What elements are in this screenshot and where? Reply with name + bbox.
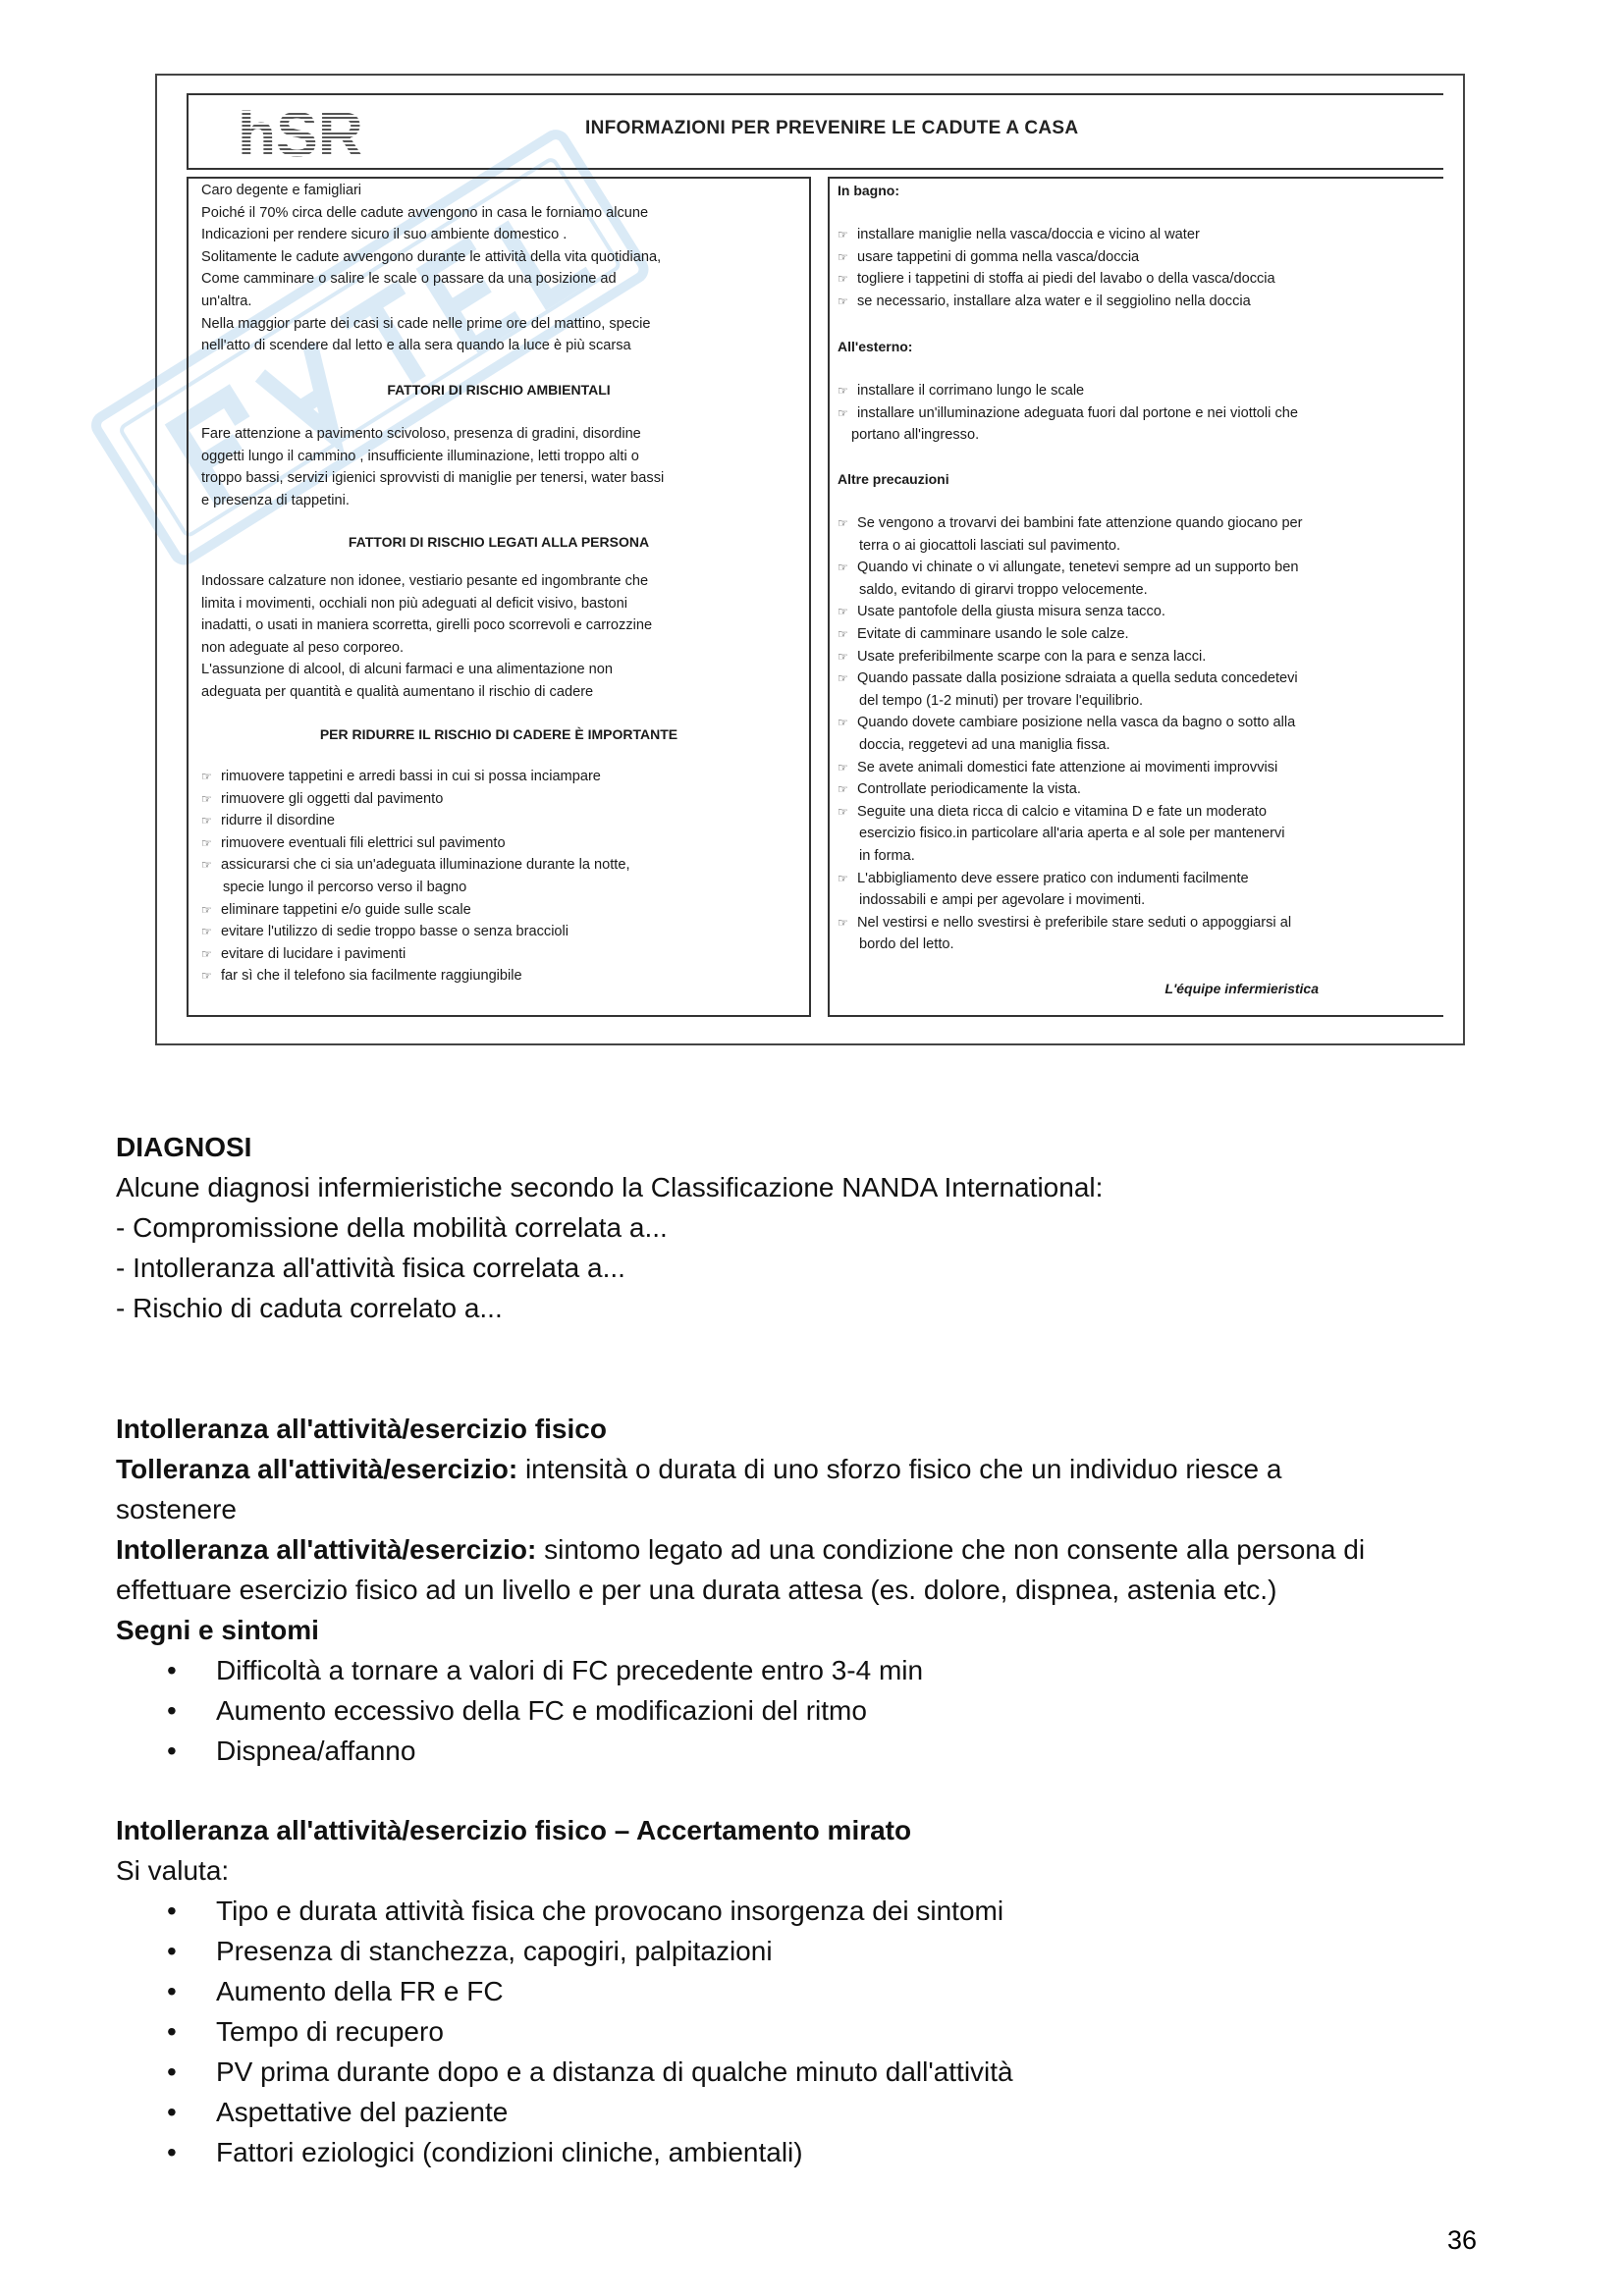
bath-list: [838, 224, 1436, 312]
list-item: ☞ Controllate periodicamente la vista.: [838, 778, 1438, 801]
list-item: ☞ rimuovere eventuali fili elettrici sul pavimento: [201, 832, 800, 855]
intolleranza-section: [116, 1409, 1365, 1771]
pointing-hand-icon: ☞: [201, 925, 212, 939]
bullet-item: • Dispnea/affanno: [116, 1731, 1365, 1771]
list-item-continuation: esercizio fisico.in particolare all'aria aperta e al sole per mantenervi: [859, 826, 1285, 842]
list-item: ☞ installare il corrimano lungo le scale: [838, 380, 1436, 402]
other-list: [838, 512, 1438, 956]
list-item: ☞ Usate pantofole della giusta misura senza tacco.: [838, 601, 1438, 623]
signature: L'équipe infermieristica: [1164, 981, 1319, 996]
bullet-item: • Fattori eziologici (condizioni cliniche, ambientali): [116, 2132, 1013, 2172]
person-risk-line: inadatti, o usati in maniera scorretta, girelli poco scorrevoli e carrozzine: [201, 617, 653, 634]
list-item: ☞ evitare l'utilizzo di sedie troppo basse o senza braccioli: [201, 921, 800, 943]
reduce-risk-section: [191, 723, 806, 746]
pointing-hand-icon: ☞: [201, 902, 212, 917]
list-item: ☞ Quando vi chinate o vi allungate, tenetevi sempre ad un supporto ben: [838, 557, 1438, 579]
bath-section: [838, 180, 1436, 202]
bullet-item: • Tipo e durata attività fisica che provocano insorgenza dei sintomi: [116, 1891, 1013, 1931]
pointing-hand-icon: ☞: [838, 561, 848, 575]
intolleranza-text-cont: effettuare esercizio fisico ad un livello e per una durata attesa (es. dolore, dispnea, astenia etc.): [116, 1575, 1277, 1605]
list-item: ☞ Quando passate dalla posizione sdraiata a quella seduta concedetevi: [838, 667, 1438, 690]
diagnosi-item: - Compromissione della mobilità correlata a...: [116, 1212, 668, 1243]
list-item-continuation: in forma.: [859, 847, 915, 864]
pointing-hand-icon: ☞: [838, 716, 848, 730]
accertamento-intro: Si valuta:: [116, 1855, 230, 1886]
list-item-continuation: indossabili e ampi per agevolare i movimenti.: [859, 892, 1146, 909]
leaflet-intro-line: Nella maggior parte dei casi si cade nelle prime ore del mattino, specie: [201, 315, 651, 332]
bullet-item: • Aumento eccessivo della FC e modificazioni del ritmo: [116, 1690, 1365, 1731]
env-risk-title: FATTORI DI RISCHIO AMBIENTALI: [387, 382, 611, 398]
signature-block: [838, 978, 1319, 1000]
intolleranza-label: Intolleranza all'attività/esercizio:: [116, 1534, 537, 1565]
pointing-hand-icon: ☞: [838, 516, 848, 530]
bath-title: In bagno:: [838, 183, 899, 198]
pointing-hand-icon: ☞: [201, 791, 212, 806]
list-item-continuation: saldo, evitando di girarvi troppo velocemente.: [859, 581, 1148, 598]
reduce-risk-list: [201, 766, 800, 988]
accertamento-section: [116, 1810, 1013, 2172]
other-section: [838, 468, 1436, 491]
pointing-hand-icon: ☞: [838, 804, 848, 819]
pointing-hand-icon: ☞: [838, 626, 848, 641]
diagnosi-section: [116, 1127, 1103, 1328]
intolleranza-title: Intolleranza all'attività/esercizio fisico: [116, 1414, 607, 1444]
person-risk-line: adeguata per quantità e qualità aumentano il rischio di cadere: [201, 683, 594, 700]
page-number: 36: [1447, 2225, 1478, 2255]
list-item: ☞ Seguite una dieta ricca di calcio e vitamina D e fate un moderato: [838, 801, 1438, 824]
leaflet-intro-line: Indicazioni per rendere sicuro il suo ambiente domestico .: [201, 227, 568, 243]
list-item: ☞ assicurarsi che ci sia un'adeguata illuminazione durante la notte,: [201, 854, 800, 877]
list-item: ☞ eliminare tappetini e/o guide sulle scale: [201, 899, 800, 922]
env-risk-section: [191, 379, 806, 401]
list-item: ☞ se necessario, installare alza water e il seggiolino nella doccia: [838, 291, 1436, 313]
leaflet-intro-line: nell'atto di scendere dal letto e alla sera quando la luce è più scarsa: [201, 338, 631, 354]
pointing-hand-icon: ☞: [838, 384, 848, 398]
list-item: ☞ Nel vestirsi e nello svestirsi è preferibile stare seduti o appoggiarsi al: [838, 912, 1438, 934]
list-item-continuation: terra o ai giocattoli lasciati sul pavimento.: [859, 537, 1121, 554]
person-risk-line: limita i movimenti, occhiali non più adeguati al deficit visivo, bastoni: [201, 595, 627, 612]
pointing-hand-icon: ☞: [838, 228, 848, 241]
pointing-hand-icon: ☞: [201, 858, 212, 873]
list-item: ☞ rimuovere tappetini e arredi bassi in cui si possa inciampare: [201, 766, 800, 788]
outside-list: [838, 380, 1436, 447]
pointing-hand-icon: ☞: [838, 272, 848, 287]
bullet-item: • Tempo di recupero: [116, 2011, 1013, 2052]
diagnosi-item: - Intolleranza all'attività fisica correlata a...: [116, 1253, 625, 1283]
leaflet-intro-line: Caro degente e famigliari: [201, 183, 362, 198]
list-item: ☞ Se vengono a trovarvi dei bambini fate attenzione quando giocano per: [838, 512, 1438, 535]
list-item: ☞ Quando dovete cambiare posizione nella vasca da bagno o sotto alla: [838, 712, 1438, 734]
list-item: ☞ installare un'illuminazione adeguata fuori dal portone e nei viottoli che: [838, 402, 1436, 425]
list-item: ☞ Evitate di camminare usando le sole calze.: [838, 623, 1438, 646]
diagnosi-item: - Rischio di caduta correlato a...: [116, 1293, 503, 1323]
list-item: ☞ far sì che il telefono sia facilmente raggiungibile: [201, 965, 800, 988]
segni-title: Segni e sintomi: [116, 1615, 319, 1645]
pointing-hand-icon: ☞: [201, 969, 212, 984]
env-risk-text: [201, 423, 800, 511]
list-item: ☞ togliere i tappetini di stoffa ai piedi del lavabo o della vasca/doccia: [838, 268, 1436, 291]
list-item-continuation: specie lungo il percorso verso il bagno: [223, 879, 467, 895]
tolleranza-label: Tolleranza all'attività/esercizio:: [116, 1454, 518, 1484]
accertamento-title: Intolleranza all'attività/esercizio fisico – Accertamento mirato: [116, 1815, 912, 1845]
person-risk-line: non adeguate al peso corporeo.: [201, 639, 405, 656]
tolleranza-text: intensità o durata di uno sforzo fisico che un individuo riesce a: [517, 1454, 1282, 1484]
person-risk-line: L'assunzione di alcool, di alcuni farmaci e una alimentazione non: [201, 662, 613, 678]
leaflet-intro-line: un'altra.: [201, 293, 252, 309]
bullet-item: • Presenza di stanchezza, capogiri, palpitazioni: [116, 1931, 1013, 1971]
list-item-continuation: bordo del letto.: [859, 936, 954, 953]
leaflet-intro: [201, 180, 800, 357]
list-item: ☞ Se avete animali domestici fate attenzione ai movimenti improvvisi: [838, 757, 1438, 779]
other-title: Altre precauzioni: [838, 471, 949, 487]
pointing-hand-icon: ☞: [838, 605, 848, 619]
bullet-item: • Aumento della FR e FC: [116, 1971, 1013, 2011]
diagnosi-title: DIAGNOSI: [116, 1132, 252, 1162]
list-item: ☞ usare tappetini di gomma nella vasca/doccia: [838, 246, 1436, 269]
hsr-logo-icon: [236, 101, 365, 162]
pointing-hand-icon: ☞: [201, 946, 212, 961]
pointing-hand-icon: ☞: [838, 649, 848, 664]
list-item: ☞ Usate preferibilmente scarpe con la para e senza lacci.: [838, 646, 1438, 668]
person-risk-title: FATTORI DI RISCHIO LEGATI ALLA PERSONA: [348, 534, 650, 550]
list-item-continuation: del tempo (1-2 minuti) per trovare l'equilibrio.: [859, 692, 1144, 709]
person-risk-section: [191, 531, 806, 554]
pointing-hand-icon: ☞: [838, 871, 848, 885]
outside-section: [838, 336, 1436, 358]
pointing-hand-icon: ☞: [838, 294, 848, 308]
bullet-item: • PV prima durante dopo e a distanza di qualche minuto dall'attività: [116, 2052, 1013, 2092]
env-risk-line: oggetti lungo il cammino , insufficiente illuminazione, letti troppo alti o: [201, 448, 639, 464]
bullet-item: • Difficoltà a tornare a valori di FC precedente entro 3-4 min: [116, 1650, 1365, 1690]
list-item: ☞ L'abbigliamento deve essere pratico con indumenti facilmente: [838, 868, 1438, 890]
list-item-continuation: doccia, reggetevi ad una maniglia fissa.: [859, 736, 1110, 753]
leaflet-intro-line: Come camminare o salire le scale o passare da una posizione ad: [201, 271, 617, 288]
bullet-item: • Aspettative del paziente: [116, 2092, 1013, 2132]
leaflet-title: INFORMAZIONI PER PREVENIRE LE CADUTE A CASA: [585, 118, 1079, 138]
tolleranza-text-cont: sostenere: [116, 1494, 237, 1524]
tolleranza-definition: [116, 1449, 1365, 1489]
env-risk-line: troppo bassi, servizi igienici sprovvisti di maniglie per tenersi, water bassi: [201, 470, 665, 487]
logo-text: hSR: [238, 101, 363, 162]
leaflet-intro-line: Solitamente le cadute avvengono durante le attività della vita quotidiana,: [201, 248, 662, 265]
list-item: ☞ ridurre il disordine: [201, 810, 800, 832]
reduce-risk-title: PER RIDURRE IL RISCHIO DI CADERE È IMPORTANTE: [319, 726, 678, 742]
pointing-hand-icon: ☞: [838, 249, 848, 264]
intolleranza-definition: [116, 1529, 1365, 1570]
leaflet-intro-line: Poiché il 70% circa delle cadute avvengono in casa le forniamo alcune: [201, 204, 649, 221]
intolleranza-text: sintomo legato ad una condizione che non consente alla persona di: [536, 1534, 1366, 1565]
pointing-hand-icon: ☞: [201, 770, 212, 783]
pointing-hand-icon: ☞: [838, 915, 848, 930]
pointing-hand-icon: ☞: [838, 405, 848, 420]
pointing-hand-icon: ☞: [838, 760, 848, 774]
pointing-hand-icon: ☞: [838, 782, 848, 797]
env-risk-line: Fare attenzione a pavimento scivoloso, presenza di gradini, disordine: [201, 426, 641, 442]
pointing-hand-icon: ☞: [201, 814, 212, 828]
person-risk-text: [201, 570, 800, 704]
list-item-continuation: portano all'ingresso.: [851, 427, 980, 444]
diagnosi-intro: Alcune diagnosi infermieristiche secondo la Classificazione NANDA International:: [116, 1172, 1104, 1202]
list-item: ☞ rimuovere gli oggetti dal pavimento: [201, 788, 800, 811]
list-item: ☞ installare maniglie nella vasca/doccia e vicino al water: [838, 224, 1436, 246]
pointing-hand-icon: ☞: [201, 835, 212, 850]
person-risk-line: Indossare calzature non idonee, vestiario pesante ed ingombrante che: [201, 573, 649, 589]
env-risk-line: e presenza di tappetini.: [201, 492, 350, 508]
list-item: ☞ evitare di lucidare i pavimenti: [201, 943, 800, 966]
pointing-hand-icon: ☞: [838, 671, 848, 686]
outside-title: All'esterno:: [838, 339, 913, 354]
